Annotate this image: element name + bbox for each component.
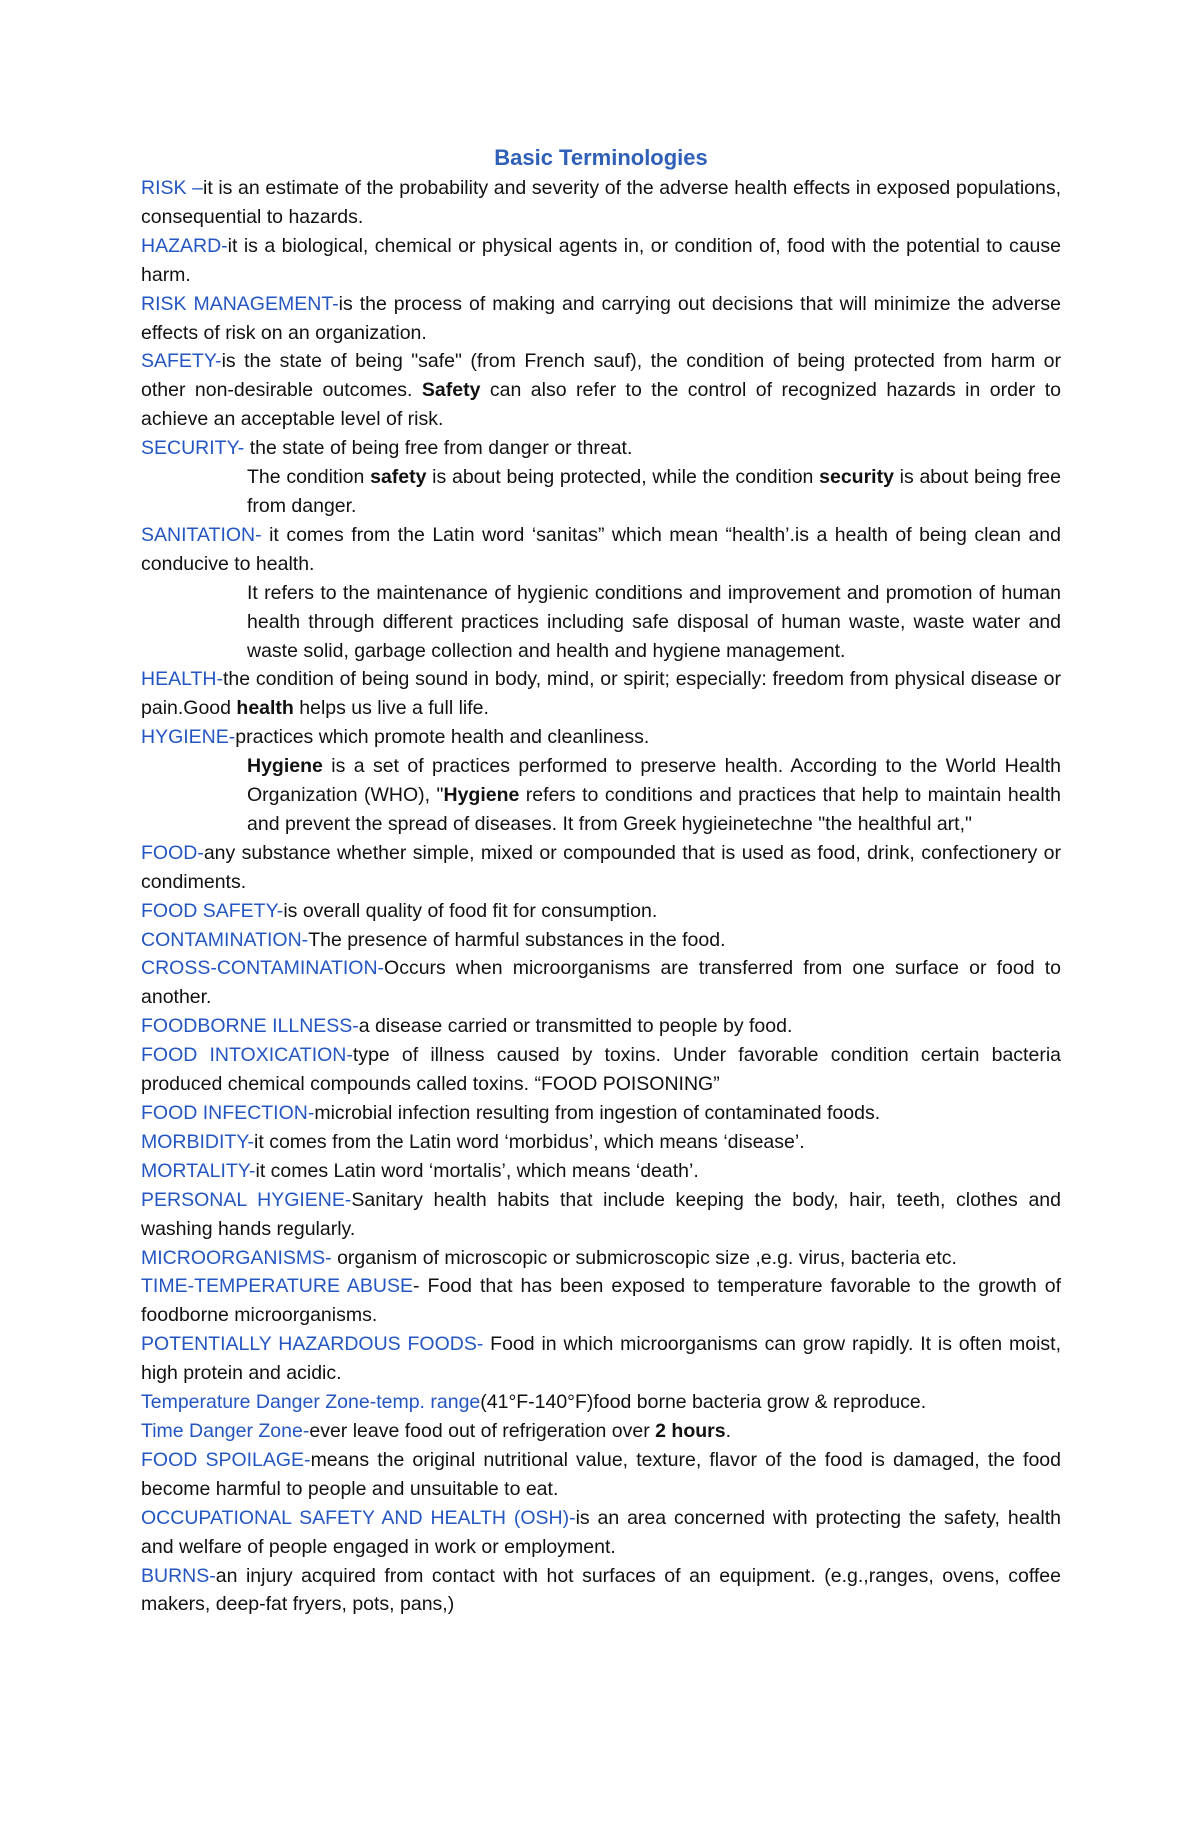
term-label: MICROORGANISMS-: [141, 1246, 332, 1269]
note-text: refers to conditions and practices that help to maintain health and prevent the spread of diseases. It from Greek hygieinetechne "the healthful art,": [247, 784, 1061, 835]
term-definition: it comes from the Latin word ‘sanitas” which mean “health’.is a health of being clean and conducive to health.: [141, 523, 1061, 575]
term-label: SANITATION-: [141, 523, 262, 546]
term-label: FOOD INFECTION-: [141, 1102, 315, 1124]
entry-food-spoilage: [141, 1446, 1061, 1504]
term-definition: it is an estimate of the probability and severity of the adverse health effects in exposed populations, consequential to hazards.: [141, 177, 1062, 228]
term-label: BURNS-: [141, 1564, 216, 1587]
term-definition-cont: helps us live a full life.: [293, 697, 489, 720]
entry-time-danger-zone: [141, 1417, 1061, 1446]
entry-potentially-hazardous-foods: [141, 1330, 1061, 1388]
term-definition: any substance whether simple, mixed or compounded that is used as food, drink, confectionery or condiments.: [141, 841, 1061, 893]
note-text: is about being free from danger.: [247, 466, 1061, 517]
entry-hazard: [141, 232, 1061, 290]
entry-security: [141, 434, 1061, 463]
term-label: FOOD SAFETY-: [141, 899, 284, 922]
term-definition: The presence of harmful substances in the food.: [308, 928, 726, 951]
entry-morbidity: [141, 1128, 1061, 1157]
note-safety-vs-security: [247, 463, 1061, 521]
page-title: Basic Terminologies: [494, 145, 708, 170]
entry-risk: [141, 174, 1061, 232]
term-label: Time Danger Zone-: [141, 1419, 310, 1442]
term-definition-cont: .: [725, 1419, 731, 1442]
term-label: MORBIDITY-: [141, 1130, 255, 1153]
entry-cross-contamination: [141, 954, 1061, 1012]
entry-food-infection: [141, 1099, 1061, 1128]
entry-time-temperature-abuse: [141, 1272, 1061, 1330]
term-label: MORTALITY-: [141, 1159, 256, 1182]
term-label: HEALTH-: [141, 668, 223, 691]
entry-personal-hygiene: [141, 1186, 1061, 1244]
term-label: RISK –: [141, 177, 203, 199]
term-label: HAZARD-: [141, 234, 228, 257]
note-text: The condition: [247, 466, 371, 489]
term-label: PERSONAL HYGIENE-: [141, 1188, 352, 1211]
entry-temperature-danger-zone: [141, 1388, 1061, 1417]
term-label: SECURITY-: [141, 437, 245, 460]
document-page: [141, 143, 1061, 1619]
term-label: TIME-TEMPERATURE ABUSE: [141, 1275, 414, 1298]
term-definition: microbial infection resulting from ingestion of contaminated foods.: [314, 1102, 881, 1124]
term-definition: - Food that has been exposed to temperature favorable to the growth of foodborne microorganisms.: [141, 1275, 1062, 1327]
entry-osh: [141, 1504, 1061, 1562]
term-label: CONTAMINATION-: [141, 928, 309, 951]
bold-term: Hygiene: [247, 755, 323, 778]
term-definition: means the original nutritional value, texture, flavor of the food is damaged, the food become harmful to people and unsuitable to eat.: [141, 1448, 1061, 1500]
term-definition: type of illness caused by toxins. Under favorable condition certain bacteria produced chemical compounds called toxins. “FOOD POISONING”: [141, 1044, 1061, 1096]
term-definition: is the process of making and carrying out decisions that will minimize the adverse effects of risk on an organization.: [141, 292, 1062, 344]
note-sanitation: It refers to the maintenance of hygienic conditions and improvement and promotion of human health through different practices including safe disposal of human waste, waste water and waste solid, garbage collection and health and hygiene management.: [247, 581, 1061, 662]
term-label: RISK MANAGEMENT-: [141, 292, 339, 315]
entry-food-safety: [141, 897, 1061, 926]
term-label: FOOD INTOXICATION-: [141, 1044, 353, 1067]
term-definition: organism of microscopic or submicroscopic size ,e.g. virus, bacteria etc.: [331, 1246, 957, 1269]
term-definition: a disease carried or transmitted to people by food.: [358, 1015, 793, 1038]
term-label: POTENTIALLY HAZARDOUS FOODS-: [141, 1333, 484, 1356]
bold-term: 2 hours: [655, 1419, 726, 1442]
bold-term: Hygiene: [443, 784, 520, 807]
entry-health: [141, 665, 1061, 723]
term-definition: practices which promote health and cleanliness.: [235, 726, 650, 749]
entry-contamination: [141, 926, 1061, 955]
term-definition: Sanitary health habits that include keeping the body, hair, teeth, clothes and washing hands regularly.: [141, 1188, 1061, 1240]
term-definition: Food in which microorganisms can grow rapidly. It is often moist, high protein and acidic.: [141, 1333, 1061, 1385]
entry-risk-management: [141, 290, 1061, 348]
term-definition: the condition of being sound in body, mind, or spirit; especially: freedom from physical disease or pain.Good: [141, 668, 1061, 720]
term-definition: Occurs when microorganisms are transferred from one surface or food to another.: [141, 957, 1061, 1009]
term-label: HYGIENE-: [141, 726, 236, 749]
entry-burns: [141, 1562, 1061, 1620]
term-definition: is an area concerned with protecting the safety, health and welfare of people engaged in work or employment.: [141, 1506, 1061, 1558]
entry-sanitation: [141, 521, 1061, 579]
term-label: FOOD-: [141, 841, 204, 864]
entry-safety: [141, 347, 1061, 434]
entry-food: [141, 839, 1061, 897]
term-definition: is overall quality of food fit for consumption.: [283, 899, 658, 922]
term-definition-cont: can also refer to the control of recognized hazards in order to achieve an acceptable level of risk.: [141, 379, 1061, 431]
term-definition: it comes Latin word ‘mortalis’, which means ‘death’.: [255, 1159, 699, 1182]
entry-mortality: [141, 1157, 1061, 1186]
entry-microorganisms: [141, 1244, 1061, 1273]
term-definition: ever leave food out of refrigeration over: [309, 1419, 656, 1442]
term-label: FOODBORNE ILLNESS-: [141, 1015, 359, 1038]
term-definition: is the state of being "safe" (from French sauf), the condition of being protected from harm or other non-desirable outcomes.: [141, 350, 1061, 402]
note-text: is a set of practices performed to preserve health. According to the World Health Organization (WHO), ": [247, 755, 1061, 807]
term-label: OCCUPATIONAL SAFETY AND HEALTH (OSH)-: [141, 1506, 576, 1529]
term-definition: it comes from the Latin word ‘morbidus’, which means ‘disease’.: [254, 1130, 805, 1153]
entry-food-intoxication: [141, 1041, 1061, 1099]
entry-hygiene: [141, 723, 1061, 752]
bold-term: security: [819, 466, 894, 489]
term-definition: the state of being free from danger or threat.: [244, 437, 633, 460]
entry-foodborne-illness: [141, 1012, 1061, 1041]
note-hygiene: [247, 752, 1061, 839]
term-definition: an injury acquired from contact with hot surfaces of an equipment. (e.g.,ranges, ovens, coffee makers, deep-fat fryers, pots, pans,): [141, 1564, 1061, 1616]
bold-term: health: [236, 697, 294, 720]
bold-term: safety: [370, 466, 427, 489]
term-label: CROSS-CONTAMINATION-: [141, 957, 385, 980]
term-definition: (41°F-140°F)food borne bacteria grow & reproduce.: [480, 1391, 927, 1414]
term-label: SAFETY-: [141, 350, 222, 373]
term-label: FOOD SPOILAGE-: [141, 1448, 311, 1471]
bold-term: Safety: [421, 379, 481, 402]
term-label: Temperature Danger Zone-temp. range: [141, 1391, 481, 1414]
term-definition: it is a biological, chemical or physical agents in, or condition of, food with the potential to cause harm.: [141, 234, 1061, 286]
note-text: is about being protected, while the condition: [426, 466, 820, 489]
